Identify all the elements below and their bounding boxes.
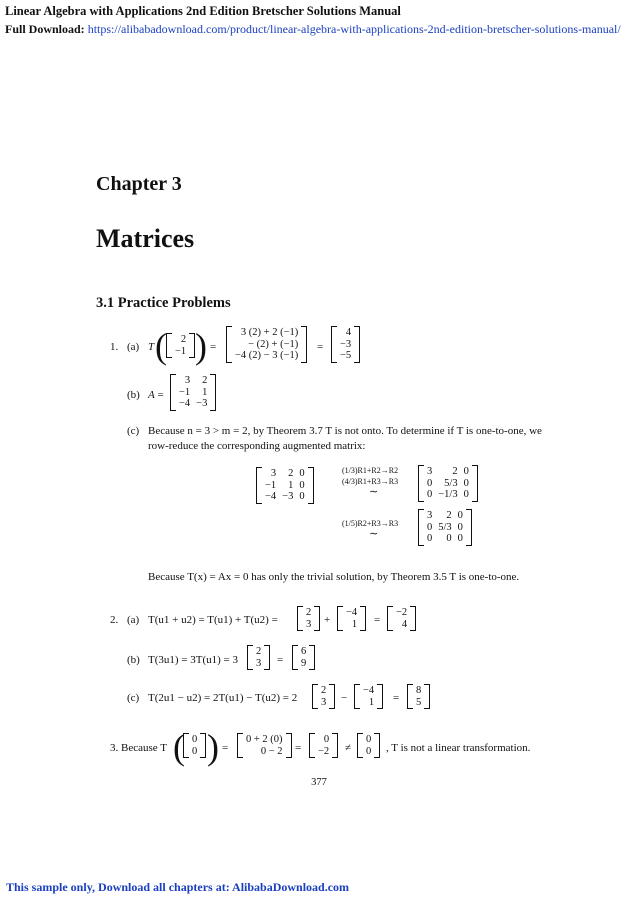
matrix-cell: 1: [368, 696, 375, 708]
p1c-augmented-matrix: [256, 467, 314, 504]
p3-lead: 3. Because T: [110, 742, 167, 754]
matrix-cell: 4: [401, 618, 408, 630]
download-label: Full Download:: [5, 22, 88, 36]
p3-rparen: ): [207, 727, 219, 767]
matrix-cell: 8: [416, 685, 422, 696]
p1c-step-2: [418, 509, 472, 546]
matrix-cell: − (2) + (−1): [248, 338, 299, 350]
matrix-cell: 0: [427, 477, 433, 489]
p1a-expr: [226, 326, 307, 363]
p2a-vec-2: [337, 606, 366, 631]
p2c-vec-2: [354, 684, 383, 709]
matrix-cell: −3: [340, 338, 352, 350]
matrix-cell: 0: [299, 491, 305, 502]
p2a-plus: +: [324, 614, 331, 626]
p2c-vec-1: [312, 684, 335, 709]
matrix-cell: −2: [396, 607, 408, 618]
matrix-cell: 3: [427, 466, 433, 477]
matrix-cell: 0: [463, 489, 469, 500]
matrix-cell: −4: [346, 607, 358, 618]
p2b-vec: [247, 645, 270, 670]
matrix-cell: 0: [192, 734, 198, 745]
p1c-equiv-2: ∼: [369, 528, 379, 540]
matrix-cell: 0: [446, 533, 452, 544]
matrix-cell: 0: [427, 489, 433, 500]
p1a-rparen: ): [195, 326, 207, 366]
matrix-cell: 5/3: [438, 521, 452, 533]
matrix-cell: 2: [446, 510, 452, 521]
p1a-label: (a): [127, 341, 140, 353]
matrix-cell: 3: [306, 618, 312, 630]
p3-neq: ≠: [345, 742, 352, 754]
matrix-cell: 4: [345, 327, 352, 338]
matrix-cell: −1: [179, 386, 191, 398]
matrix-cell: −2: [318, 745, 330, 757]
p3-result: [309, 733, 338, 758]
download-link[interactable]: https://alibabadownload.com/product/linear-algebra-with-applications-2nd-edition-bretscher-solutions-manual/: [87, 22, 621, 36]
p1c-label: (c): [127, 425, 140, 437]
p1b-label: (b): [127, 389, 140, 401]
p1a-eq2: =: [317, 341, 324, 353]
p2c-label: (c): [127, 692, 140, 704]
p1c-op-1b: (4/3)R1+R3→R3: [342, 477, 399, 486]
p3-eq2: =: [295, 742, 302, 754]
matrix-cell: 2: [288, 468, 294, 479]
p2a-eq: =: [374, 614, 381, 626]
p3-eq1: =: [222, 742, 229, 754]
matrix-cell: 0: [299, 479, 305, 491]
p1c-step-1: [418, 465, 478, 502]
matrix-cell: 0: [366, 745, 372, 757]
matrix-cell: −1: [175, 345, 187, 357]
p1c-op-2: (1/5)R2+R3→R3: [342, 519, 399, 528]
p3-tail: , T is not a linear transformation.: [386, 742, 531, 754]
p2a-lhs: T(u1 + u2) = T(u1) + T(u2) =: [148, 614, 278, 626]
matrix-cell: 0 + 2 (0): [246, 734, 283, 745]
matrix-cell: 5: [416, 696, 422, 708]
p2b-eq: =: [277, 654, 284, 666]
p1c-op-1a: (1/3)R1+R2→R2: [342, 466, 399, 475]
matrix-cell: −4: [265, 491, 277, 502]
matrix-cell: 2: [202, 375, 208, 386]
matrix-cell: 9: [301, 657, 307, 669]
p2c-result: [407, 684, 430, 709]
matrix-cell: 0: [427, 533, 433, 544]
matrix-cell: 0: [457, 521, 463, 533]
p2c-eq: =: [393, 692, 400, 704]
p2b-label: (b): [127, 654, 140, 666]
matrix-cell: 2: [452, 466, 458, 477]
p2a-result: [387, 606, 416, 631]
p1b-A: A =: [148, 389, 164, 401]
matrix-cell: 0: [457, 510, 463, 521]
matrix-cell: −4: [179, 398, 191, 409]
p1a-lparen: (: [155, 326, 167, 366]
matrix-cell: 0: [366, 734, 372, 745]
matrix-cell: −4: [363, 685, 375, 696]
matrix-cell: 3: [256, 657, 262, 669]
matrix-cell: −1/3: [438, 489, 458, 500]
p2b-lhs: T(3u1) = 3T(u1) = 3: [148, 654, 238, 666]
p1b-matrix: [170, 374, 216, 411]
matrix-cell: −3: [196, 398, 208, 409]
matrix-cell: 2: [321, 685, 327, 696]
download-line: [5, 22, 621, 37]
section-heading: 3.1 Practice Problems: [96, 295, 231, 311]
matrix-cell: 2: [180, 334, 187, 345]
p3-zero-vector: [357, 733, 380, 758]
p1a-result: [331, 326, 360, 363]
matrix-cell: 3: [184, 375, 191, 386]
p2a-vec-1: [297, 606, 320, 631]
matrix-cell: 0: [323, 734, 330, 745]
p1c-text-1: Because n = 3 > m = 2, by Theorem 3.7 T is not onto. To determine if T is one-to-one, we: [148, 425, 542, 437]
matrix-cell: 0: [463, 477, 469, 489]
p2-number: 2.: [110, 614, 119, 626]
p3-lparen: (: [173, 727, 185, 767]
p2b-result: [292, 645, 315, 670]
matrix-cell: −3: [282, 491, 294, 502]
page-number: 377: [311, 777, 327, 788]
p1c-equiv-1: ∼: [369, 486, 379, 498]
chapter-title: Matrices: [96, 224, 195, 253]
matrix-cell: 3: [321, 696, 327, 708]
matrix-cell: 5/3: [444, 477, 458, 489]
p3-expr: [237, 733, 292, 758]
p1a-T: T: [148, 341, 155, 353]
matrix-cell: 3 (2) + 2 (−1): [240, 327, 299, 338]
p1-number: 1.: [110, 341, 119, 353]
p3-vec-zero-input: [183, 733, 206, 758]
matrix-cell: 0: [427, 521, 433, 533]
matrix-cell: 0: [299, 468, 305, 479]
matrix-cell: 0 − 2: [260, 745, 283, 757]
matrix-cell: −5: [340, 350, 352, 361]
matrix-cell: 2: [256, 646, 262, 657]
p2c-lhs: T(2u1 − u2) = 2T(u1) − T(u2) = 2: [148, 692, 298, 704]
matrix-cell: 2: [306, 607, 312, 618]
matrix-cell: 3: [427, 510, 433, 521]
matrix-cell: 0: [192, 745, 198, 757]
chapter-label: Chapter 3: [96, 173, 182, 195]
p2a-label: (a): [127, 614, 140, 626]
matrix-cell: 1: [288, 479, 294, 491]
p1c-conclusion: Because T(x) = Ax = 0 has only the trivial solution, by Theorem 3.5 T is one-to-one.: [148, 571, 520, 583]
matrix-cell: 6: [301, 646, 307, 657]
matrix-cell: 0: [457, 533, 463, 544]
footer-notice[interactable]: This sample only, Download all chapters at: AlibabaDownload.com: [6, 880, 350, 894]
p1a-vec: [166, 333, 195, 358]
matrix-cell: −4 (2) − 3 (−1): [235, 350, 299, 361]
matrix-cell: 3: [270, 468, 277, 479]
p1a-eq1: =: [210, 341, 217, 353]
p1c-text-2: row-reduce the corresponding augmented matrix:: [148, 440, 366, 452]
matrix-cell: 1: [351, 618, 358, 630]
matrix-cell: 1: [202, 386, 208, 398]
matrix-cell: 0: [463, 466, 469, 477]
p2c-minus: −: [341, 692, 348, 704]
header-title: Linear Algebra with Applications 2nd Edition Bretscher Solutions Manual: [5, 4, 401, 18]
matrix-cell: −1: [265, 479, 277, 491]
